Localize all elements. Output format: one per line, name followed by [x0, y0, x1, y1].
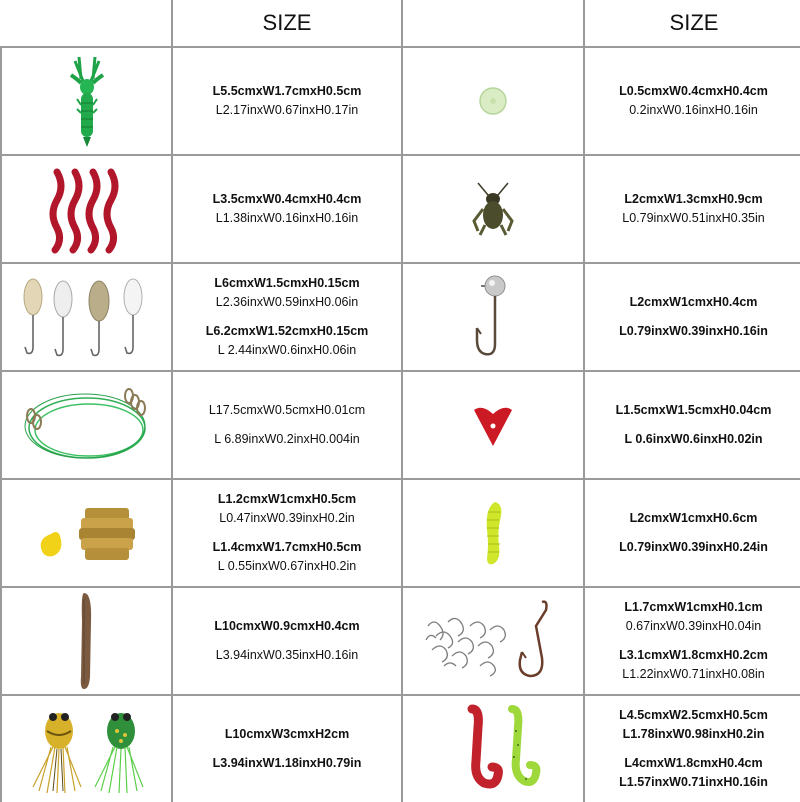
- size-cell: [172, 371, 402, 479]
- size-metric: L10cmxW0.9cmxH0.4cm: [214, 619, 360, 633]
- size-imperial: L1.57inxW0.71inxH0.16in: [619, 775, 768, 789]
- size-imperial: L3.94inxW0.35inxH0.16in: [215, 648, 359, 662]
- hooks-icon: [403, 596, 583, 686]
- jig-head-hook-icon: [403, 272, 583, 362]
- size-imperial: L0.47inxW0.39inxH0.2in: [219, 511, 355, 525]
- header-blank-right: [402, 0, 584, 47]
- size-cell: [584, 155, 800, 263]
- product-image-cell: [402, 155, 584, 263]
- size-cell: [584, 371, 800, 479]
- stick-worm-icon: [2, 591, 171, 691]
- size-metric: L3.1cmxW1.8cmxH0.2cm: [619, 648, 768, 662]
- table-row: [1, 47, 800, 155]
- size-cell: [584, 587, 800, 695]
- size-cell: [584, 479, 800, 587]
- header-blank-left: [1, 0, 172, 47]
- size-cell: [172, 263, 402, 371]
- size-cell: [172, 695, 402, 802]
- size-cell: [172, 587, 402, 695]
- table-row: [1, 155, 800, 263]
- size-cell: [172, 479, 402, 587]
- header-row: [1, 0, 800, 47]
- green-crayfish-lure-icon: [2, 53, 171, 149]
- size-imperial: L3.94inxW1.18inxH0.79in: [212, 756, 362, 770]
- bead-and-brass-sinker-icon: [2, 488, 171, 578]
- cricket-lure-icon: [403, 179, 583, 239]
- size-imperial: L0.79inxW0.39inxH0.24in: [619, 540, 768, 554]
- size-cell: [584, 47, 800, 155]
- product-image-cell: [402, 263, 584, 371]
- size-metric: L2cmxW1cmxH0.6cm: [629, 511, 758, 525]
- size-imperial: L0.79inxW0.39inxH0.16in: [619, 324, 768, 338]
- product-image-cell: [402, 479, 584, 587]
- product-image-cell: [1, 371, 172, 479]
- curly-tail-grubs-icon: [403, 701, 583, 797]
- size-imperial: L2.17inxW0.67inxH0.17in: [215, 103, 359, 117]
- size-cell: [584, 263, 800, 371]
- header-size-left: SIZE: [172, 0, 402, 47]
- size-cell: [172, 47, 402, 155]
- product-image-cell: [402, 695, 584, 802]
- product-image-cell: [1, 479, 172, 587]
- size-imperial: L 6.89inxW0.2inxH0.004in: [214, 432, 360, 446]
- size-imperial: L1.78inxW0.98inxH0.2in: [622, 727, 765, 741]
- red-worm-lures-icon: [2, 164, 171, 254]
- size-metric: L1.5cmxW1.5cmxH0.04cm: [615, 403, 772, 417]
- header-size-right: SIZE: [584, 0, 800, 47]
- size-metric: L1.7cmxW1cmxH0.1cm: [624, 600, 763, 614]
- size-metric: L1.2cmxW1cmxH0.5cm: [217, 492, 357, 506]
- red-float-stop-icon: [403, 400, 583, 450]
- size-imperial: L 0.6inxW0.6inxH0.02in: [624, 432, 763, 446]
- size-metric: L0.5cmxW0.4cmxH0.4cm: [619, 84, 768, 98]
- size-metric: L4.5cmxW2.5cmxH0.5cm: [619, 708, 768, 722]
- table-row: [1, 695, 800, 802]
- frog-lures-icon: [2, 701, 171, 797]
- product-image-cell: [1, 695, 172, 802]
- size-imperial: L1.22inxW0.71inxH0.08in: [622, 667, 765, 681]
- size-imperial: 0.67inxW0.39inxH0.04in: [625, 619, 762, 633]
- size-imperial: L0.79inxW0.51inxH0.35in: [622, 211, 765, 225]
- size-metric: L17.5cmxW0.5cmxH0.01cm: [208, 403, 366, 417]
- size-metric: L3.5cmxW0.4cmxH0.4cm: [212, 192, 362, 206]
- size-imperial: L1.38inxW0.16inxH0.16in: [215, 211, 359, 225]
- size-imperial: L 2.44inxW0.6inxH0.06in: [217, 343, 357, 357]
- product-image-cell: [402, 47, 584, 155]
- wire-leader-icon: [2, 380, 171, 470]
- product-image-cell: [402, 587, 584, 695]
- size-metric: L1.4cmxW1.7cmxH0.5cm: [212, 540, 362, 554]
- size-metric: L2cmxW1.3cmxH0.9cm: [624, 192, 763, 206]
- table-row: [1, 371, 800, 479]
- product-image-cell: [402, 371, 584, 479]
- size-imperial: L 0.55inxW0.67inxH0.2in: [217, 559, 357, 573]
- size-cell: [584, 695, 800, 802]
- spoon-lures-icon: [2, 269, 171, 365]
- product-image-cell: [1, 263, 172, 371]
- size-metric: L5.5cmxW1.7cmxH0.5cm: [212, 84, 362, 98]
- size-metric: L2cmxW1cmxH0.4cm: [629, 295, 758, 309]
- size-metric: L4cmxW1.8cmxH0.4cm: [624, 756, 763, 770]
- size-metric: L10cmxW3cmxH2cm: [224, 727, 350, 741]
- product-image-cell: [1, 587, 172, 695]
- table-row: [1, 479, 800, 587]
- size-metric: L6.2cmxW1.52cmxH0.15cm: [205, 324, 369, 338]
- table-row: [1, 587, 800, 695]
- size-imperial: L2.36inxW0.59inxH0.06in: [215, 295, 359, 309]
- size-cell: [172, 155, 402, 263]
- size-metric: L6cmxW1.5cmxH0.15cm: [214, 276, 360, 290]
- table-row: [1, 263, 800, 371]
- product-image-cell: [1, 155, 172, 263]
- product-image-cell: [1, 47, 172, 155]
- size-imperial: 0.2inxW0.16inxH0.16in: [629, 103, 758, 117]
- glow-bead-icon: [403, 81, 583, 121]
- yellow-grub-icon: [403, 498, 583, 568]
